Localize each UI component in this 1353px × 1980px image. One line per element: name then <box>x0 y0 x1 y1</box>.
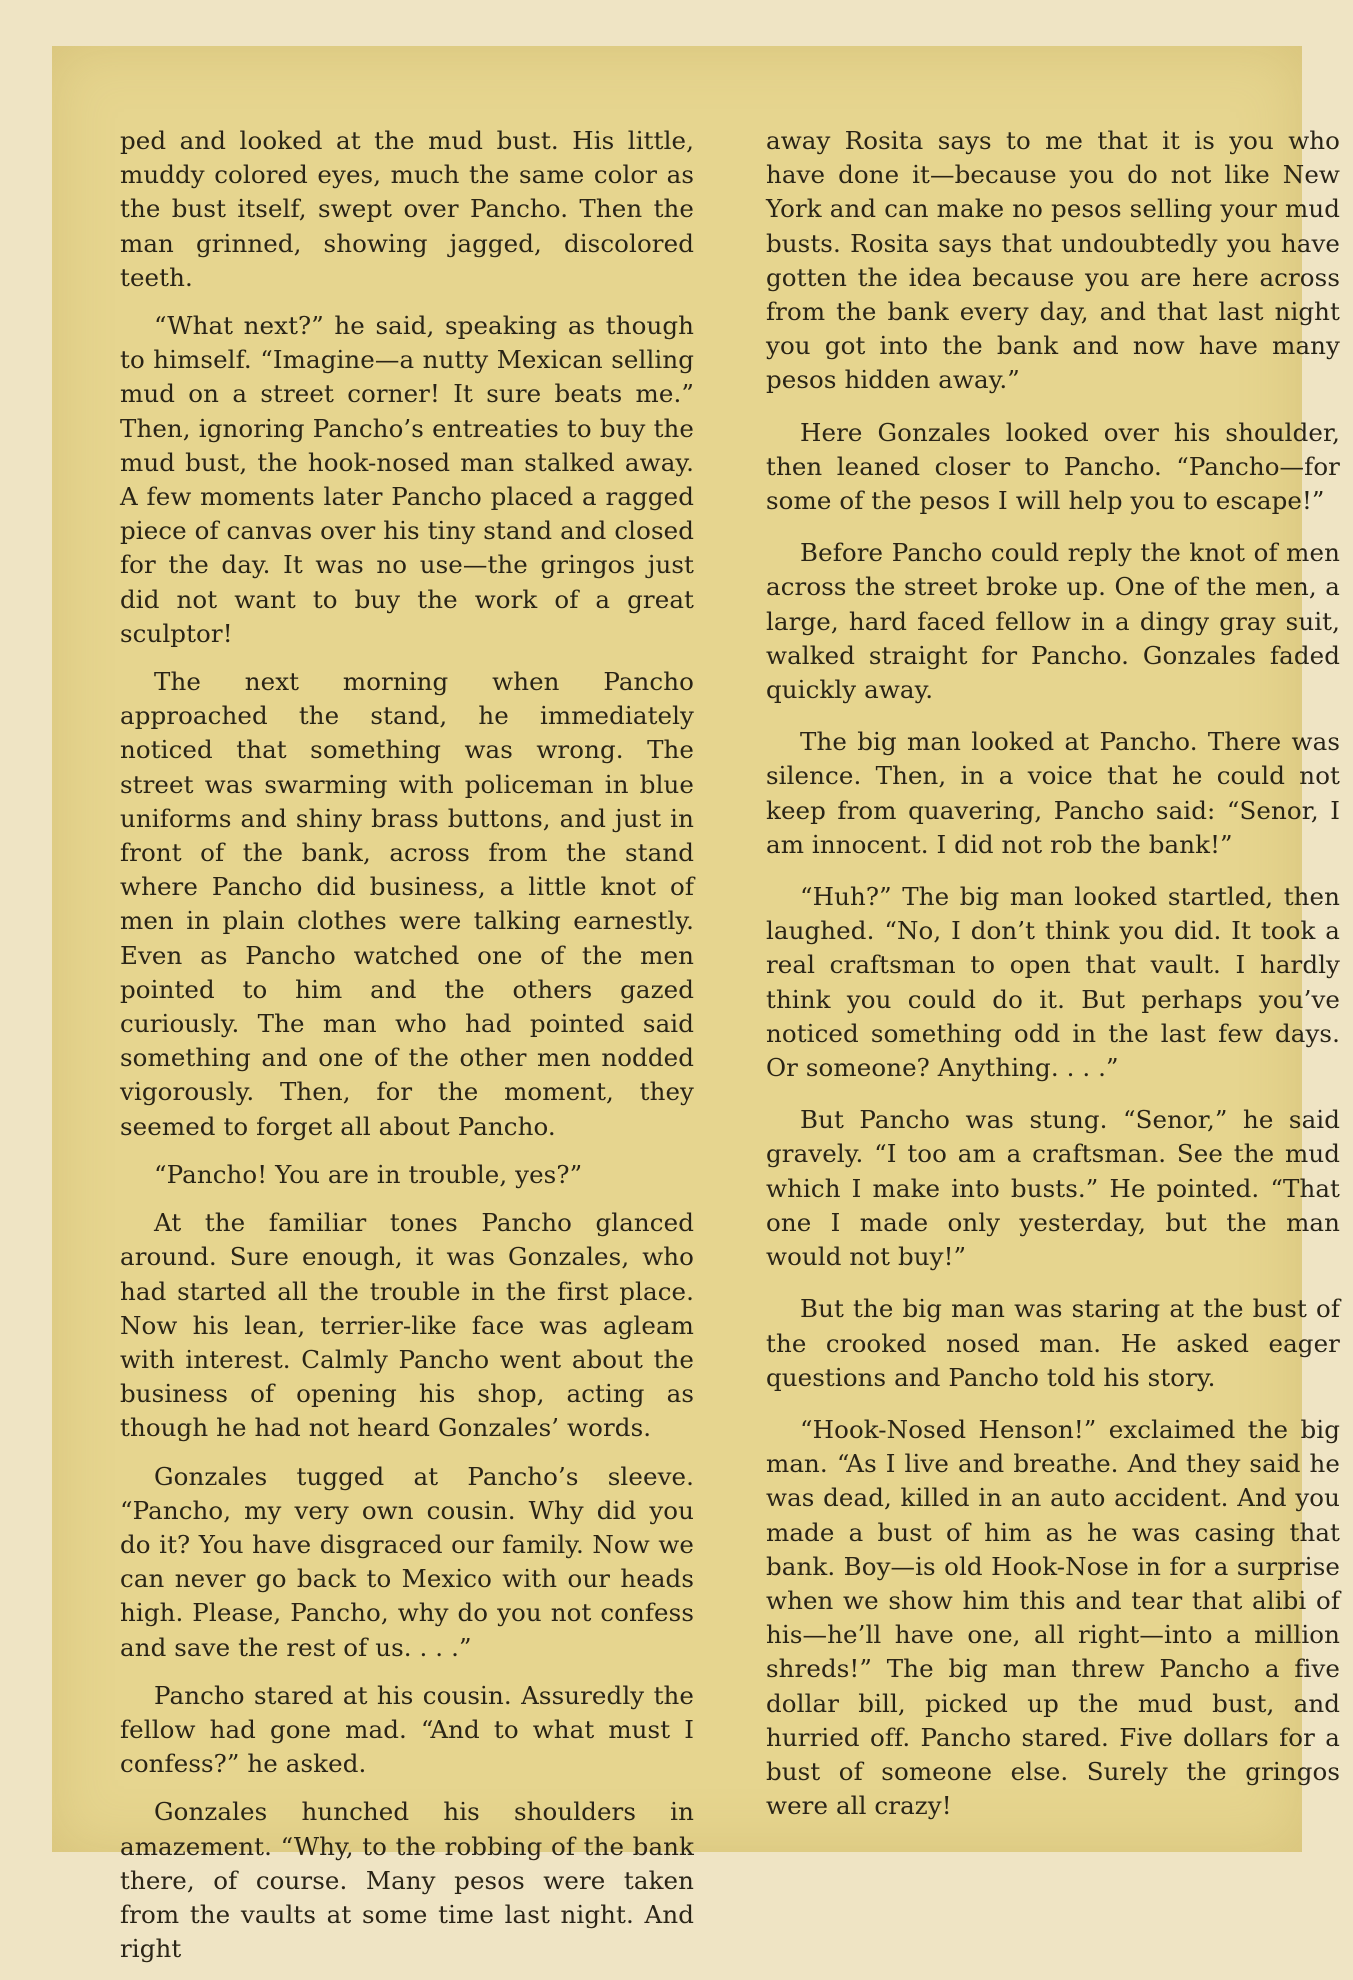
paragraph: “What next?” he said, speaking as though to himself. “Imagine—a nutty Mexican selling mud on a street corner! It sure beats me.” Then, ignoring Pancho’s entreaties to buy the mud bust, the hook-nosed man stalked away. A few moments later Pancho placed a ragged piece of canvas over his tiny stand and closed for the day. It was no use—the gringos just did not want to buy the work of a great sculptor! <box>120 311 694 648</box>
paragraph: But Pancho was stung. “Senor,” he said gravely. “I too am a craftsman. See the mud which I make into busts.” He pointed. “That one I made only yesterday, but the man would not buy!” <box>766 1105 1340 1272</box>
paragraph: At the familiar tones Pancho glanced around. Sure enough, it was Gonzales, who had started all the trouble in the first place. Now his lean, terrier-like face was agleam with interest. Calmly Pancho went about the business of opening his shop, acting as though he had not heard Gonzales’ words. <box>120 1208 694 1443</box>
paragraph: Gonzales tugged at Pancho’s sleeve. “Pancho, my very own cousin. Why did you do it? You have disgraced our family. Now we can never go back to Mexico with our heads high. Please, Pancho, why do you not confess and save the rest of us. . . .” <box>120 1461 694 1662</box>
text-panel <box>52 46 1340 1964</box>
paragraph: The big man looked at Pancho. There was silence. Then, in a voice that he could not keep from quavering, Pancho said: “Senor, I am innocent. I did not rob the bank!” <box>766 727 1340 859</box>
paragraph: Here Gonzales looked over his shoulder, then leaned closer to Pancho. “Pancho—for some of the pesos I will help you to escape!” <box>766 417 1340 516</box>
paragraph: Gonzales hunched his shoulders in amazement. “Why, to the robbing of the bank there, of course. Many pesos were taken from the vaults at some time last night. And right <box>120 1797 694 1964</box>
paragraph: But the big man was staring at the bust of the crooked nosed man. He asked eager questions and Pancho told his story. <box>766 1294 1340 1392</box>
paragraph: away Rosita says to me that it is you who have done it—because you do not like New York and can make no pesos selling your mud busts. Rosita says that undoubtedly you have gotten the idea because you are here across from the bank every day, and that last night you got into the bank and now have many pesos hidden away.” <box>766 126 1340 395</box>
paragraph: ped and looked at the mud bust. His little, muddy colored eyes, much the same color as the bust itself, swept over Pancho. Then the man grinned, showing jagged, discolored teeth. <box>120 126 694 292</box>
paragraph: Before Pancho could reply the knot of men across the street broke up. One of the men, a large, hard faced fellow in a dingy gray suit, walked straight for Pancho. Gonzales faded quickly away. <box>766 538 1340 705</box>
paragraph: Pancho stared at his cousin. Assuredly the fellow had gone mad. “And to what must I confess?” he asked. <box>120 1680 694 1779</box>
paragraph: “Hook-Nosed Henson!” exclaimed the big man. “As I live and breathe. And they said he was dead, killed in an auto accident. And you made a bust of him as he was casing that bank. Boy—is old Hook-Nose in for a surprise when we show him this and tear that alibi of his—he’ll have one, all right—into a million shreds!” The big man threw Pancho a five dollar bill, picked up the mud bust, and hurried off. Pancho stared. Five dollars for a bust of someone else. Surely the gringos were all crazy! <box>766 1414 1340 1821</box>
paragraph: The next morning when Pancho approached the stand, he immediately noticed that something was wrong. The street was swarming with policeman in blue uniforms and shiny brass buttons, and just in front of the bank, across from the stand where Pancho did business, a little knot of men in plain clothes were talking earnestly. Even as Pancho watched one of the men pointed to him and the others gazed curiously. The man who had pointed said something and one of the other men nodded vigorously. Then, for the moment, they seemed to forget all about Pancho. <box>120 667 694 1141</box>
paragraph: “Huh?” The big man looked startled, then laughed. “No, I don’t think you did. It took a real craftsman to open that vault. I hardly think you could do it. But perhaps you’ve noticed something odd in the last few days. Or someone? Anything. . . .” <box>766 882 1340 1083</box>
paragraph: “Pancho! You are in trouble, yes?” <box>154 1159 583 1189</box>
right-column <box>766 124 1340 1837</box>
left-column <box>120 124 694 1980</box>
